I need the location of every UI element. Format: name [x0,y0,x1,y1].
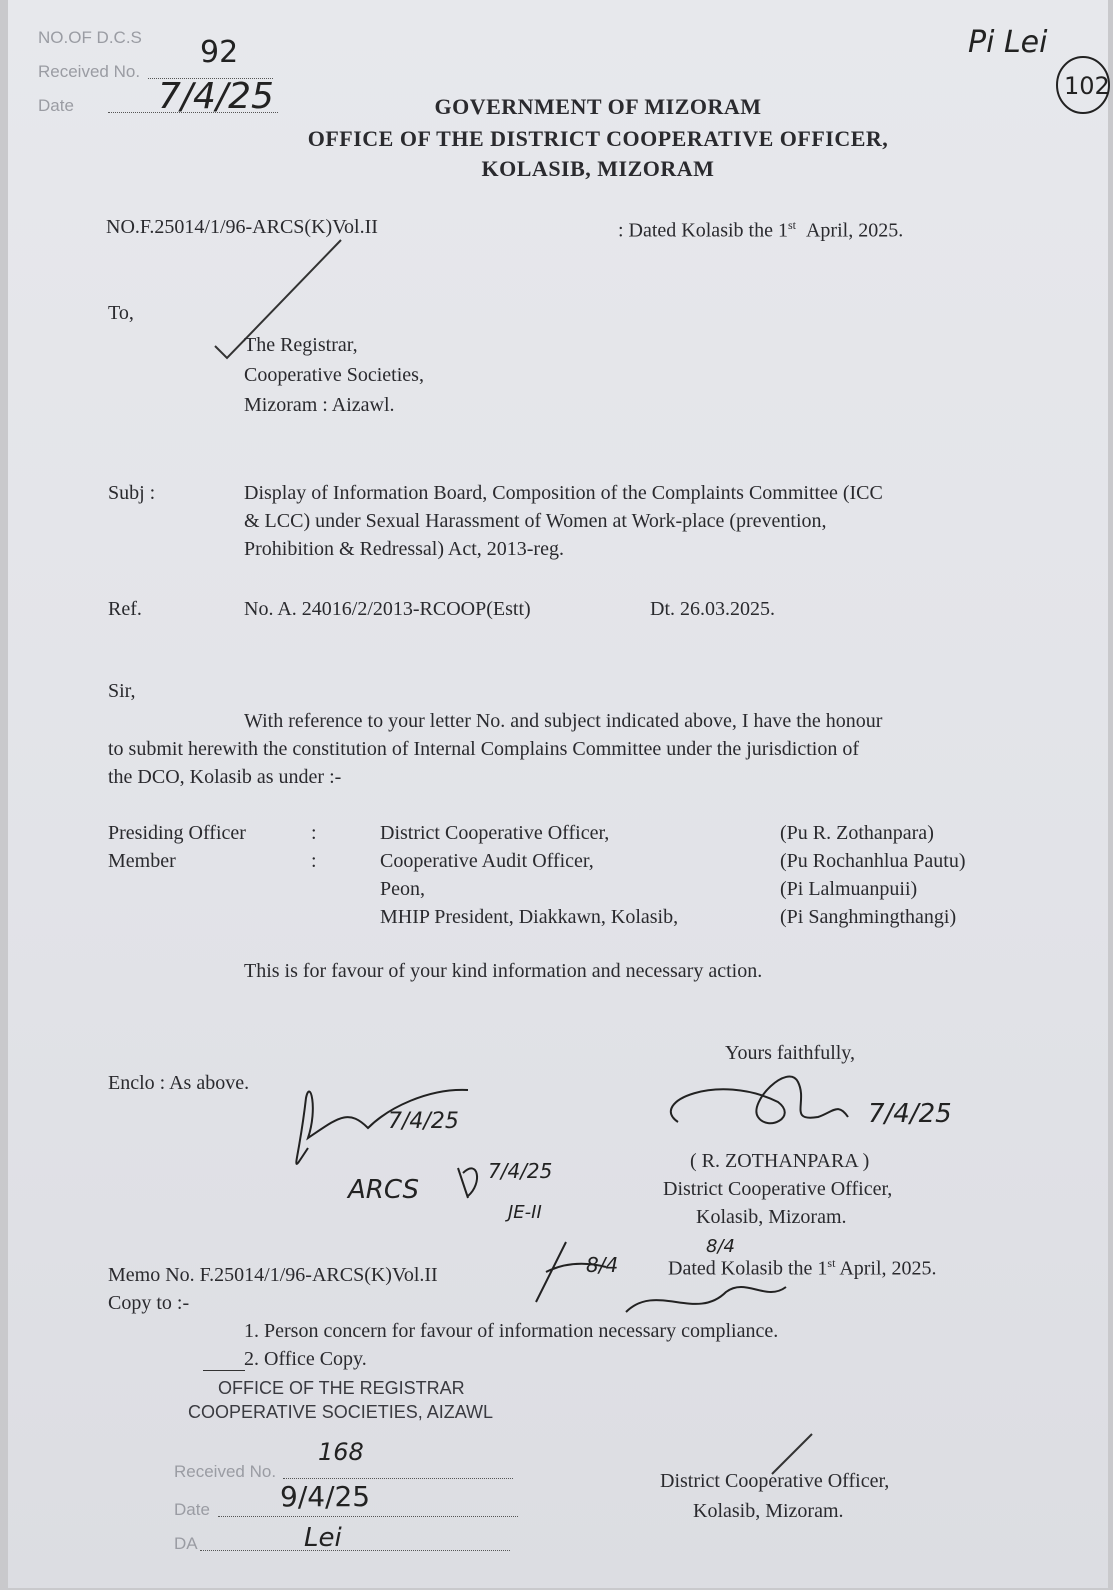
letter-sheet [8,0,1108,1588]
body-line: With reference to your letter No. and subject indicated above, I have the honour [244,710,883,732]
underline-mark [203,1370,245,1371]
addressee-line: Mizoram : Aizawl. [244,394,395,416]
svg-text:8/4: 8/4 [586,1253,619,1277]
registrar-date-label: Date [174,1500,210,1519]
committee-role: Member [108,850,176,872]
svg-text:JE-II: JE-II [508,1202,542,1223]
signatory-designation: District Cooperative Officer, [663,1178,893,1200]
svg-text:7/4/25: 7/4/25 [868,1099,952,1129]
committee-name: (Pi Lalmuanpuii) [780,878,918,900]
committee-designation: District Cooperative Officer, [380,822,610,844]
svg-text:9/4/25: 9/4/25 [280,1480,371,1513]
copy-to-label: Copy to :- [108,1292,190,1314]
copy-item: 1. Person concern for favour of information necessary compliance. [244,1320,779,1342]
svg-text:7/4/25: 7/4/25 [488,1159,553,1183]
memo-number: Memo No. F.25014/1/96-ARCS(K)Vol.II [108,1264,438,1286]
reference-date: Dt. 26.03.2025. [650,598,775,620]
letter-date: : Dated Kolasib the 1st April, 2025. [618,218,904,242]
to-label: To, [108,302,134,324]
committee-designation: MHIP President, Diakkawn, Kolasib, [380,906,679,928]
handwritten-forward-note [278,1078,618,1228]
letter-number: NO.F.25014/1/96-ARCS(K)Vol.II [106,216,378,238]
handwritten-memo-note [526,1232,826,1332]
stamp-date-label: Date [38,96,74,115]
salutation: Sir, [108,680,136,702]
committee-role: Presiding Officer [108,822,246,844]
svg-text:ARCS: ARCS [348,1175,419,1205]
registrar-stamp-line2: COOPERATIVE SOCIETIES, AIZAWL [188,1402,494,1422]
svg-text:Pi Lei: Pi Lei [968,25,1048,60]
svg-text:102: 102 [1064,72,1110,100]
registrar-stamp-handwriting [268,1430,468,1560]
footer-place: Kolasib, Mizoram. [693,1500,844,1522]
subject-line: & LCC) under Sexual Harassment of Women at Work-place (prevention, [244,510,827,532]
svg-text:92: 92 [200,35,239,70]
body-line: the DCO, Kolasib as under :- [108,766,342,788]
committee-designation: Peon, [380,878,425,900]
addressee-line: The Registrar, [244,334,358,356]
registrar-received-label: Received No. [174,1462,277,1481]
committee-name: (Pu R. Zothanpara) [780,822,934,844]
copy-item: 2. Office Copy. [244,1348,367,1370]
registrar-stamp-line1: OFFICE OF THE REGISTRAR [218,1378,465,1398]
header-government: GOVERNMENT OF MIZORAM [434,94,762,119]
committee-colon: : [311,850,317,872]
body-line: to submit herewith the constitution of Internal Complains Committee under the jurisdiction of [108,738,859,760]
reference-number: No. A. 24016/2/2013-RCOOP(Estt) [244,598,531,620]
committee-designation: Cooperative Audit Officer, [380,850,594,872]
signatory-name: ( R. ZOTHANPARA ) [690,1150,870,1172]
reference-label: Ref. [108,598,142,620]
header-place: KOLASIB, MIZORAM [481,156,715,181]
officer-signature [658,1062,998,1152]
svg-text:Lei: Lei [304,1523,342,1553]
committee-name: (Pu Rochanhlua Pautu) [780,850,966,872]
enclosure: Enclo : As above. [108,1072,250,1094]
yours-faithfully: Yours faithfully, [725,1042,856,1064]
closing-line: This is for favour of your kind information and necessary action. [244,960,763,982]
header-office: OFFICE OF THE DISTRICT COOPERATIVE OFFICER, [307,126,889,151]
memo-date: Dated Kolasib the 1st April, 2025. [668,1256,937,1280]
signatory-place: Kolasib, Mizoram. [696,1206,847,1228]
subject-label: Subj : [108,482,156,504]
svg-text:7/4/25: 7/4/25 [388,1109,459,1134]
svg-text:7/4/25: 7/4/25 [158,76,274,117]
stamp-received-label: Received No. [38,62,141,81]
registrar-da-label: DA [174,1534,198,1553]
stamp-line: NO.OF D.C.S [38,28,142,47]
subject-line: Display of Information Board, Composition of the Complaints Committee (ICC [244,482,883,504]
svg-text:168: 168 [318,1438,364,1466]
committee-colon: : [311,822,317,844]
footer-designation: District Cooperative Officer, [660,1470,890,1492]
addressee-line: Cooperative Societies, [244,364,424,386]
svg-text:8/4: 8/4 [706,1236,735,1257]
committee-name: (Pi Sanghmingthangi) [780,906,957,928]
subject-line: Prohibition & Redressal) Act, 2013-reg. [244,538,564,560]
